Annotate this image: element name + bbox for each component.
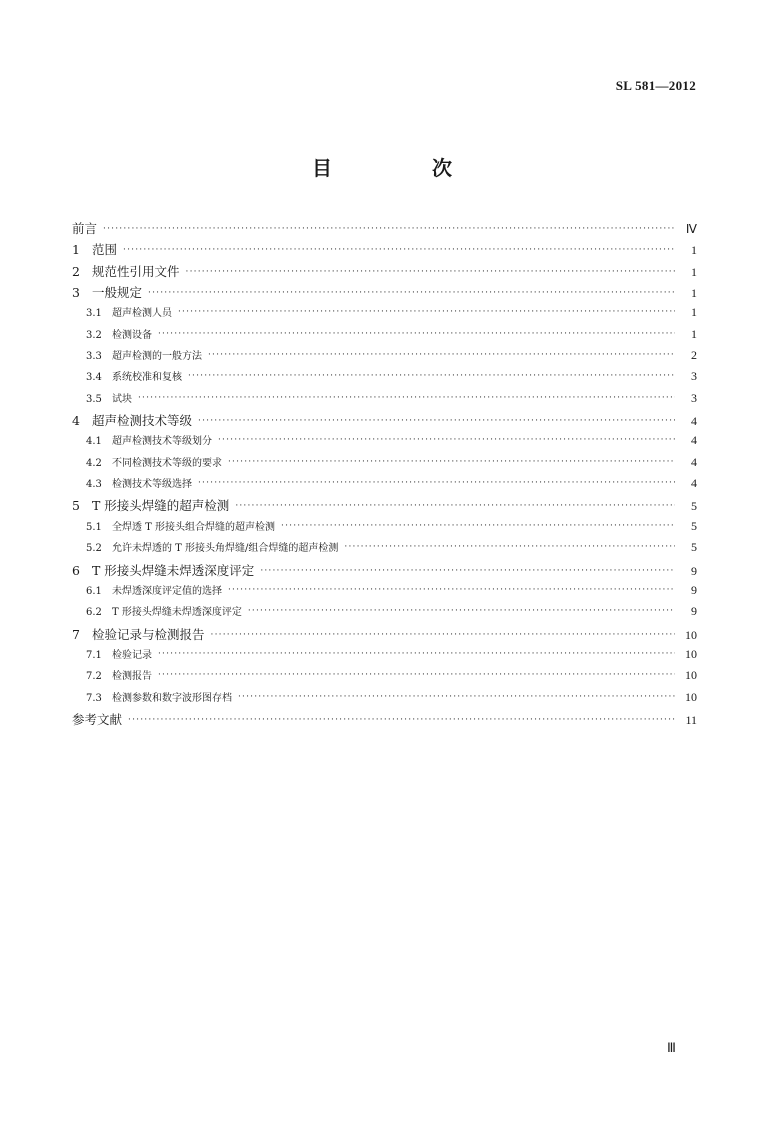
toc-entry[interactable] bbox=[72, 326, 697, 347]
toc-entry-number: 2 bbox=[72, 263, 80, 279]
toc-leader-dots bbox=[228, 457, 675, 467]
toc-entry-label: 检测设备 bbox=[112, 329, 152, 341]
toc-entry-page: 1 bbox=[691, 305, 697, 320]
toc-entry-number: 3.5 bbox=[86, 393, 102, 405]
toc-leader-dots bbox=[103, 224, 675, 234]
toc-entry[interactable] bbox=[72, 710, 697, 731]
toc-leader-dots bbox=[158, 329, 675, 339]
toc-entry-number: 5 bbox=[72, 498, 80, 514]
toc-entry-page: 3 bbox=[691, 390, 697, 405]
toc-entry-number: 4.2 bbox=[86, 457, 102, 469]
toc-entry-page: 9 bbox=[691, 563, 697, 578]
toc-entry-page: 4 bbox=[691, 414, 697, 429]
toc-entry-label: T 形接头焊缝未焊透深度评定 bbox=[92, 562, 255, 578]
toc-entry-label: 规范性引用文件 bbox=[92, 263, 180, 279]
toc-entry[interactable] bbox=[72, 496, 697, 517]
toc-entry-label: 范围 bbox=[92, 242, 118, 258]
toc-entry-page: 2 bbox=[691, 348, 697, 363]
toc-entry[interactable] bbox=[72, 689, 697, 710]
page-number: Ⅲ bbox=[667, 1040, 676, 1055]
table-of-contents bbox=[72, 219, 697, 731]
toc-entry-number: 7.3 bbox=[86, 692, 102, 704]
toc-entry-label: 超声检测技术等级划分 bbox=[112, 436, 212, 448]
toc-leader-dots bbox=[158, 649, 675, 659]
toc-entry[interactable] bbox=[72, 432, 697, 453]
toc-entry-label: 检验记录 bbox=[112, 649, 152, 661]
toc-entry-label: 检验记录与检测报告 bbox=[92, 626, 205, 642]
toc-leader-dots bbox=[208, 350, 675, 360]
toc-entry[interactable] bbox=[72, 219, 697, 240]
toc-leader-dots bbox=[198, 416, 675, 426]
toc-entry-label: 检测技术等级选择 bbox=[112, 479, 192, 491]
toc-leader-dots bbox=[281, 521, 675, 531]
toc-leader-dots bbox=[148, 288, 675, 298]
toc-entry-number: 4.1 bbox=[86, 436, 102, 448]
toc-leader-dots bbox=[186, 267, 675, 277]
toc-entry-number: 6.1 bbox=[86, 585, 102, 597]
toc-entry-number: 3 bbox=[72, 285, 80, 301]
toc-entry[interactable] bbox=[72, 454, 697, 475]
toc-entry-number: 4.3 bbox=[86, 479, 102, 491]
toc-leader-dots bbox=[235, 501, 675, 511]
toc-entry-label: 系统校准和复核 bbox=[112, 372, 182, 384]
toc-entry-label: 超声检测人员 bbox=[112, 308, 172, 320]
toc-leader-dots bbox=[128, 715, 675, 725]
toc-entry-number: 6 bbox=[72, 562, 80, 578]
toc-entry[interactable] bbox=[72, 368, 697, 389]
standard-code: SL 581—2012 bbox=[615, 78, 696, 93]
toc-entry-label: 超声检测的一般方法 bbox=[112, 351, 202, 363]
toc-entry[interactable] bbox=[72, 262, 697, 283]
toc-entry[interactable] bbox=[72, 390, 697, 411]
toc-entry[interactable] bbox=[72, 347, 697, 368]
toc-entry[interactable] bbox=[72, 582, 697, 603]
toc-entry[interactable] bbox=[72, 646, 697, 667]
toc-entry-page: 4 bbox=[691, 476, 697, 491]
toc-entry-number: 4 bbox=[72, 413, 80, 429]
toc-entry-page: 4 bbox=[691, 433, 697, 448]
toc-entry-label: 不同检测技术等级的要求 bbox=[112, 457, 222, 469]
toc-leader-dots bbox=[218, 435, 675, 445]
toc-entry-page: 5 bbox=[691, 540, 697, 555]
toc-leader-dots bbox=[260, 566, 675, 576]
toc-leader-dots bbox=[188, 371, 675, 381]
toc-entry-page: 10 bbox=[685, 646, 697, 661]
toc-entry-label: T 形接头焊缝未焊透深度评定 bbox=[112, 607, 242, 619]
toc-entry-number: 3.3 bbox=[86, 351, 102, 363]
toc-leader-dots bbox=[228, 585, 675, 595]
toc-leader-dots bbox=[344, 542, 675, 552]
toc-entry-page: Ⅳ bbox=[685, 222, 697, 236]
toc-entry-page: 9 bbox=[691, 582, 697, 597]
toc-entry-page: 1 bbox=[691, 264, 697, 279]
toc-leader-dots bbox=[138, 393, 675, 403]
toc-leader-dots bbox=[211, 630, 675, 640]
toc-entry-number: 1 bbox=[72, 242, 80, 258]
toc-entry-label: T 形接头焊缝的超声检测 bbox=[92, 498, 230, 514]
toc-entry-page: 4 bbox=[691, 454, 697, 469]
toc-entry[interactable] bbox=[72, 539, 697, 560]
toc-entry-label: 检测报告 bbox=[112, 671, 152, 683]
toc-leader-dots bbox=[248, 606, 675, 616]
toc-entry[interactable] bbox=[72, 667, 697, 688]
toc-entry-number: 7.1 bbox=[86, 649, 102, 661]
toc-entry-page: 9 bbox=[691, 604, 697, 619]
toc-entry[interactable] bbox=[72, 603, 697, 624]
toc-entry-page: 5 bbox=[691, 518, 697, 533]
toc-entry[interactable] bbox=[72, 625, 697, 646]
toc-entry-label: 一般规定 bbox=[92, 285, 143, 301]
toc-entry-number: 5.1 bbox=[86, 521, 102, 533]
toc-entry-number: 3.4 bbox=[86, 372, 102, 384]
toc-entry-label: 允许未焊透的 T 形接头角焊缝/组合焊缝的超声检测 bbox=[112, 543, 339, 555]
toc-entry[interactable] bbox=[72, 304, 697, 325]
toc-leader-dots bbox=[238, 692, 675, 702]
toc-leader-dots bbox=[198, 478, 675, 488]
toc-entry-page: 1 bbox=[691, 243, 697, 258]
toc-entry-label: 试块 bbox=[112, 393, 132, 405]
toc-entry-page: 10 bbox=[685, 627, 697, 642]
toc-entry-number: 3.1 bbox=[86, 308, 102, 320]
toc-entry-label: 全焊透 T 形接头组合焊缝的超声检测 bbox=[112, 521, 276, 533]
toc-entry-number: 5.2 bbox=[86, 543, 102, 555]
toc-entry-label: 检测参数和数字波形图存档 bbox=[112, 692, 232, 704]
toc-entry-page: 1 bbox=[691, 286, 697, 301]
toc-leader-dots bbox=[178, 307, 675, 317]
toc-entry[interactable] bbox=[72, 240, 697, 261]
toc-entry-page: 10 bbox=[685, 668, 697, 683]
toc-entry-page: 5 bbox=[691, 499, 697, 514]
toc-entry[interactable] bbox=[72, 475, 697, 496]
toc-entry-label: 参考文献 bbox=[72, 711, 123, 727]
toc-leader-dots bbox=[123, 245, 675, 255]
toc-entry[interactable] bbox=[72, 518, 697, 539]
toc-entry-page: 11 bbox=[685, 712, 697, 727]
toc-entry[interactable] bbox=[72, 561, 697, 582]
toc-entry-label: 未焊透深度评定值的选择 bbox=[112, 585, 222, 597]
toc-leader-dots bbox=[158, 670, 675, 680]
toc-entry-number: 7.2 bbox=[86, 671, 102, 683]
toc-entry-number: 3.2 bbox=[86, 329, 102, 341]
toc-entry-number: 6.2 bbox=[86, 607, 102, 619]
toc-entry[interactable] bbox=[72, 411, 697, 432]
toc-entry-page: 1 bbox=[691, 326, 697, 341]
toc-entry-label: 前言 bbox=[72, 221, 98, 236]
toc-entry-page: 10 bbox=[685, 689, 697, 704]
toc-entry[interactable] bbox=[72, 283, 697, 304]
toc-entry-number: 7 bbox=[72, 626, 80, 642]
toc-entry-label: 超声检测技术等级 bbox=[92, 413, 193, 429]
toc-entry-page: 3 bbox=[691, 369, 697, 384]
page-title: 目 次 bbox=[312, 156, 492, 180]
